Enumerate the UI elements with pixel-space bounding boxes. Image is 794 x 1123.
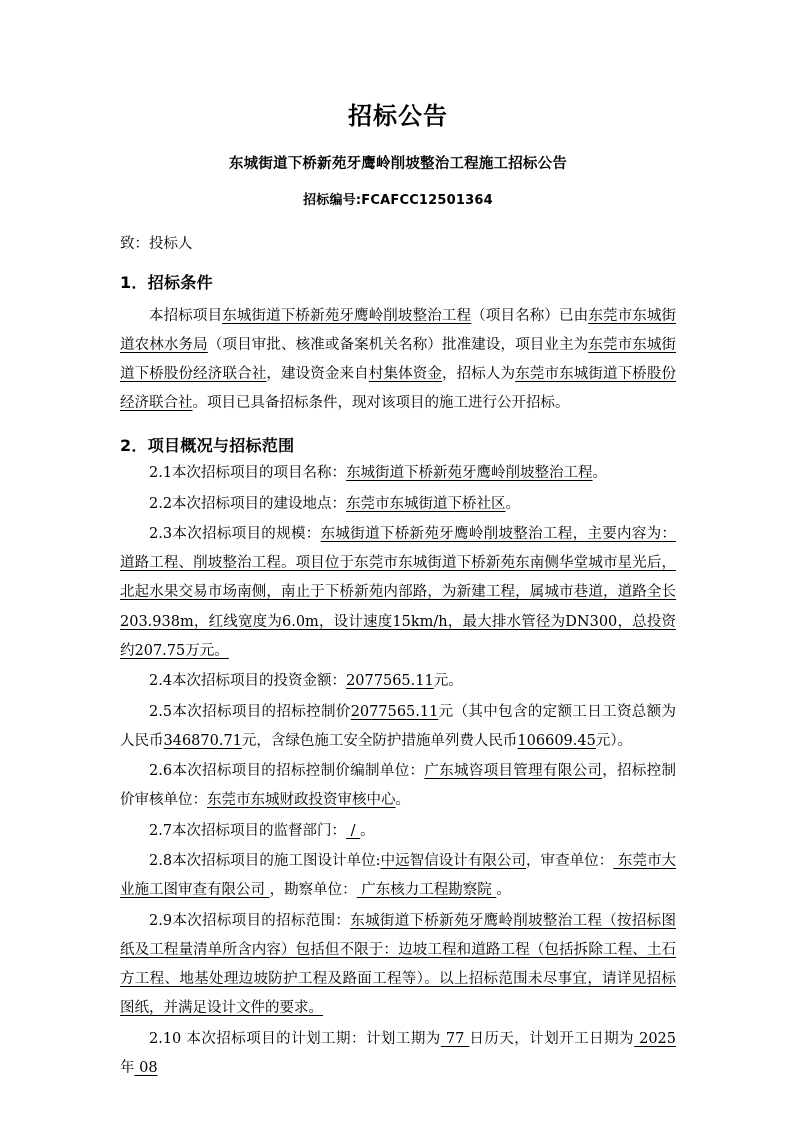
underlined-value: 东莞市东城财政投资审核中心 <box>207 792 396 809</box>
text-run: 年 <box>120 1059 135 1076</box>
text-run: 。 <box>592 465 608 482</box>
clause-2-7 <box>120 817 676 846</box>
clause-2-3 <box>120 520 676 666</box>
addressee-line: 致：投标人 <box>120 235 193 252</box>
underlined-value: 东莞市东城街道下桥股份经济联合社 <box>120 336 677 383</box>
clause-2-9 <box>120 907 676 1024</box>
section-number-1: 1． <box>120 273 148 293</box>
text-run: 元（其中包含的定额工日工资总额为人民币 <box>120 703 677 749</box>
clause-2-4 <box>120 667 676 696</box>
text-run: （项目审批、核准或备案机关名称）批准建设，项目业主为 <box>207 336 589 353</box>
text-run: 元。 <box>433 673 463 690</box>
text-run: 2.9本次招标项目的招标范围： <box>149 912 351 929</box>
underlined-value: 中远智信设计有限公司 <box>380 853 526 869</box>
text-run: ，建设资金来自 <box>266 366 369 383</box>
text-run: 2.7本次招标项目的监督部门： <box>149 822 347 839</box>
text-run: ，招标人为 <box>442 366 516 383</box>
underlined-value: 106609.45 <box>517 732 596 749</box>
text-run: 元，含绿色施工安全防护措施单列费人民币 <box>241 732 518 749</box>
clause-2-2 <box>120 490 676 519</box>
underlined-value: / <box>346 822 361 839</box>
underlined-value: 东城街道下桥新苑牙鹰岭削坡整治工程，主要内容为：道路工程、削坡整治工程。项目位于东莞市东城街道下桥新苑东南侧华堂城市星光后，北起水果交易市场南侧，南止于下桥新苑内部路，为新建工程，属城市巷道，道路全长203.938m，红线宽度为6.0m，设计速度15km/h，最大排水管径为DN300，总投资约207.75万元。 <box>120 525 677 660</box>
section-title-1: 招标条件 <box>147 273 213 293</box>
underlined-value: 东莞市东城街道农林水务局 <box>120 307 677 353</box>
text-run: 2.1本次招标项目的项目名称： <box>149 465 347 482</box>
underlined-value: 东莞市大业施工图审查有限公司 <box>120 853 677 899</box>
bid-number: 招标编号:FCAFCC12501364 <box>303 193 493 209</box>
text-run: 。 <box>395 792 410 809</box>
text-run: 2.5本次招标项目的招标控制价 <box>149 703 351 720</box>
section-heading-1 <box>120 270 676 296</box>
text-run: （项目名称）已由 <box>471 307 589 324</box>
text-run: ，招标控制价审核单位： <box>120 763 677 809</box>
section-title-2: 项目概况与招标范围 <box>147 435 295 455</box>
section-number-2: 2． <box>120 435 148 455</box>
section-heading-2 <box>120 433 676 459</box>
text-run: ，勘察单位： <box>269 882 357 899</box>
text-run: 2.6本次招标项目的招标控制价编制单位： <box>149 763 425 780</box>
underlined-value: 346870.71 <box>163 732 242 749</box>
underlined-value: 东城街道下桥新苑牙鹰岭削坡整治工程（按招标图纸及工程量清单所含内容）包括但不限于：边坡工程和道路工程（包括拆除工程、土石方工程、地基处理边坡防护工程及路面工程等）。以上招标范围未尽事宜，请详见招标图纸，并满足设计文件的要求。 <box>120 912 677 1017</box>
text-run: 。项目已具备招标条件，现对该项目的施工进行公开招标。 <box>192 395 570 412</box>
clause-2-5 <box>120 698 676 757</box>
text-run: 2.10 本次招标项目的计划工期：计划工期为 <box>149 1030 441 1047</box>
text-run: 元）。 <box>595 732 633 749</box>
text-run: 2.8本次招标项目的施工图设计单位: <box>149 853 381 869</box>
text-run: 。 <box>496 882 511 899</box>
text-run: 2.4本次招标项目的投资金额： <box>149 673 347 690</box>
document-subtitle: 东城街道下桥新苑牙鹰岭削坡整治工程施工招标公告 <box>228 155 568 172</box>
text-run: 2.3本次招标项目的规模： <box>149 525 321 542</box>
clause-2-1 <box>120 459 676 488</box>
underlined-value: 村集体资金 <box>368 366 442 383</box>
section-1-body <box>120 302 676 419</box>
underlined-value: 2077565.11 <box>350 703 439 720</box>
text-run: 。 <box>360 822 375 839</box>
page-title: 招标公告 <box>348 102 448 130</box>
underlined-value: 广东核力工程勘察院 <box>356 882 497 899</box>
underlined-value: 广东城咨项目管理有限公司 <box>424 763 603 780</box>
text-run: 。 <box>505 495 521 512</box>
text-run: 日历天，计划开工日期为 <box>469 1030 635 1047</box>
underlined-value: 东城街道下桥新苑牙鹰岭削坡整治工程 <box>346 465 593 482</box>
underlined-value: 2077565.11 <box>346 673 434 690</box>
underlined-value: 08 <box>134 1059 158 1076</box>
clause-2-6 <box>120 757 676 816</box>
section-2-items <box>120 459 676 1083</box>
underlined-value: 东莞市东城街道下桥社区 <box>346 495 506 512</box>
clause-2-8 <box>120 847 676 906</box>
text-run: 本招标项目 <box>149 307 223 324</box>
underlined-value: 2025 <box>634 1030 676 1047</box>
text-run: ，审查单位： <box>526 853 614 869</box>
underlined-value: 东城街道下桥新苑牙鹰岭削坡整治工程 <box>222 307 472 324</box>
text-run: 2.2本次招标项目的建设地点： <box>149 495 347 512</box>
clause-2-10 <box>120 1025 676 1084</box>
underlined-value: 77 <box>440 1030 470 1047</box>
underlined-value: 东莞市东城街道下桥股份经济联合社 <box>120 366 677 412</box>
